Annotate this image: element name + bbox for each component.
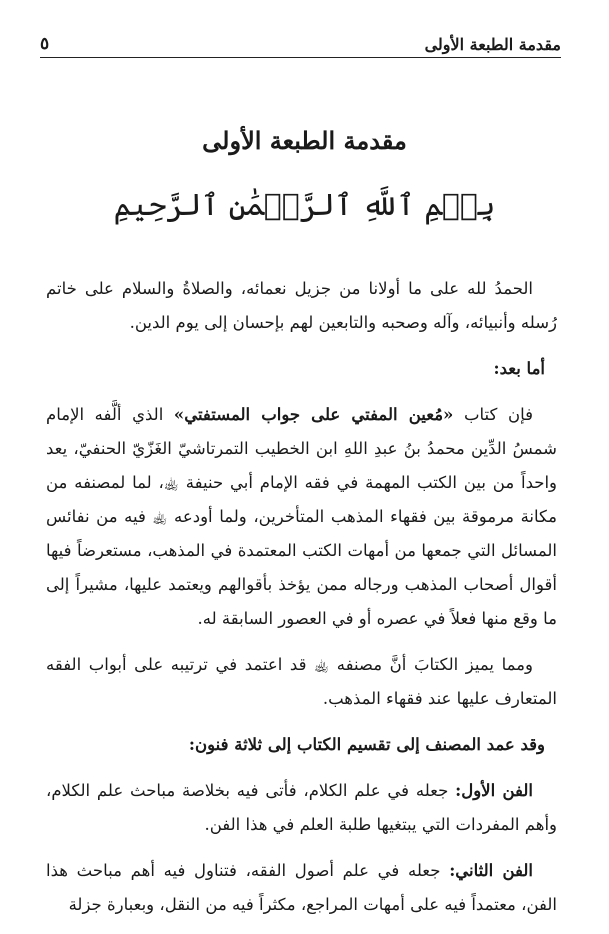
heading-amma-baad: أما بعد: — [493, 359, 545, 378]
first-art-label: الفن الأول: — [455, 781, 533, 800]
basmala: بِسۡمِ ٱللَّهِ ٱلرَّحۡمَٰنِ ٱلرَّحِيمِ — [113, 188, 496, 223]
page-number: ٥ — [40, 34, 50, 54]
second-art-label: الفن الثاني: — [449, 861, 533, 880]
first-art-text: جعله في علم الكلام، فأتى فيه بخلاصة مباحث علم الكلام، وأهم المفردات التي يبتغيها طلبة العلم في هذا الفن. — [46, 781, 557, 834]
chapter-title: مقدمة الطبعة الأولى — [202, 126, 407, 155]
running-title: مقدمة الطبعة الأولى — [424, 35, 561, 54]
second-art-text: جعله في علم أصول الفقه، فتناول فيه أهم مباحث هذا الفن، معتمداً فيه على أمهات المراجع، مكثراً فيه من النقل، وبعبارة جزلة — [46, 861, 557, 914]
paragraph-praise: الحمدُ لله على ما أولانا من جزيل نعمائه، والصلاةُ والسلام على خاتم رُسله وأنبيائه، وآله وصحبه والتابعين لهم بإحسان إلى يوم الدين. — [46, 279, 557, 332]
running-header — [40, 28, 561, 58]
heading-three-arts: وقد عمد المصنف إلى تقسيم الكتاب إلى ثلاثة فنون: — [188, 735, 545, 754]
book-title: «مُعين المفتي على جواب المستفتي» — [173, 405, 454, 424]
paragraph-second-art — [46, 854, 557, 922]
body-text — [46, 272, 557, 934]
paragraph-book-intro — [46, 398, 557, 636]
paragraph-book-intro-start: فإن كتاب — [453, 405, 533, 424]
paragraph-first-art — [46, 774, 557, 842]
paragraph-arrangement: ومما يميز الكتابَ أنَّ مصنفه ﵀ قد اعتمد في ترتيبه على أبواب الفقه المتعارف عليها عند فقهاء المذهب. — [46, 655, 557, 708]
paragraph-book-intro-rest: الذي ألَّفه الإمام شمسُ الدِّين محمدُ بنُ عبدِ اللهِ ابن الخطيب التمرتاشيّ الغَزّيّ الحنفيّ، يعد واحداً من بين الكتب المهمة في فقه الإمام أبي حنيفة ﵀، لما لمصنفه من مكانة مرموقة بين فقهاء المذهب المتأخرين، ولما أودعه ﵀ فيه من نفائس المسائل التي جمعها من أمهات الكتب المعتمدة في المذهب، مستعرضاً فيها أقوال أصحاب المذهب ورجاله ممن يؤخذ بأقوالهم ويعتمد عليها، مشيراً إلى ما وقع منها فعلاً في عصره أو في العصور السابقة له. — [46, 405, 557, 628]
